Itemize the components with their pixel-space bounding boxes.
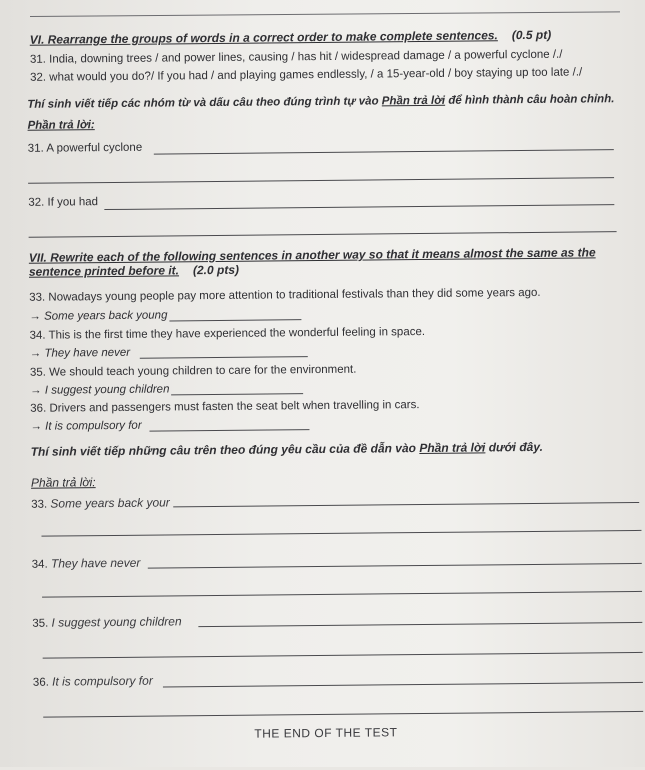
answer-33-number: 33. <box>31 498 48 511</box>
prompt-35-blank[interactable] <box>171 383 303 395</box>
answer-34 <box>32 556 141 571</box>
answer-35-text: I suggest young children <box>51 614 182 630</box>
instruction-text-end: để hình thành câu hoàn chỉnh. <box>445 93 615 107</box>
answer-35 <box>32 614 181 629</box>
section6-answer-label: Phần trả lời: <box>27 119 95 132</box>
instruction-text-end: dưới đây. <box>485 439 543 455</box>
section7-heading <box>29 245 596 264</box>
answer-31-prompt: 31. A powerful cyclone <box>27 141 143 155</box>
answer-34-text: They have never <box>50 555 141 571</box>
section7-instruction <box>31 440 543 459</box>
section7-answer-label: Phần trả lời: <box>30 475 96 490</box>
section7-heading-text: VII. Rewrite each of the following sentences in another way so that it means almost the same as the <box>28 245 596 265</box>
answer-section-link: Phần trả lời <box>419 440 486 456</box>
end-of-test: THE END OF THE TEST <box>254 725 398 741</box>
answer-36 <box>33 674 153 689</box>
prompt-36 <box>30 418 309 433</box>
question-34: 34. This is the first time they have experienced the wonderful feeling in space. <box>29 325 426 342</box>
answer-31-line-2[interactable] <box>28 177 614 184</box>
question-36: 36. Drivers and passengers must fasten the seat belt when travelling in cars. <box>30 399 420 415</box>
prompt-33 <box>29 308 301 323</box>
prompt-36-blank[interactable] <box>150 419 310 432</box>
answer-33-line-2[interactable] <box>41 530 641 537</box>
answer-32-line[interactable] <box>104 204 614 210</box>
question-31: 31. India, downing trees / and power lines, causing / has hit / widespread damage / a powerful cyclone /./ <box>29 48 563 66</box>
answer-36-line[interactable] <box>163 682 643 688</box>
prompt-35 <box>30 382 303 397</box>
answer-35-line[interactable] <box>198 622 642 627</box>
answer-31-line[interactable] <box>154 149 614 154</box>
prompt-35-text: → I suggest young children <box>30 383 170 397</box>
answer-32-prompt: 32. If you had <box>28 196 99 209</box>
section6-heading-text: VI. Rearrange the groups of words in a correct order to make complete sentences. <box>29 28 498 47</box>
section6-instruction <box>27 93 614 111</box>
answer-34-line[interactable] <box>148 563 642 569</box>
answer-36-text: It is compulsory for <box>52 673 153 689</box>
instruction-text: Thí sinh viết tiếp các nhóm từ và dấu câu theo đúng trình tự vào <box>27 95 382 111</box>
section7-heading-2 <box>29 263 239 279</box>
answer-33 <box>31 495 170 510</box>
section7-heading-text-2: sentence printed before it. <box>28 263 180 279</box>
answer-34-line-2[interactable] <box>42 591 642 598</box>
section6-points: (0.5 pt) <box>511 27 552 43</box>
question-32: 32. what would you do?/ If you had / and playing games endlessly, / a 15-year-old / boy staying up too late /./ <box>30 66 583 84</box>
answer-33-text: Some years back your <box>50 495 170 511</box>
prompt-33-text: → Some years back young <box>29 309 168 323</box>
section6-heading <box>30 28 552 47</box>
question-35: 35. We should teach young children to care for the environment. <box>29 363 357 379</box>
answer-36-number: 36. <box>32 676 49 689</box>
prompt-34-text: → They have never <box>29 346 131 360</box>
section7-points: (2.0 pts) <box>192 262 240 278</box>
answer-32-line-2[interactable] <box>29 231 617 238</box>
answer-35-line-2[interactable] <box>43 652 643 659</box>
prompt-36-text: → It is compulsory for <box>30 419 142 433</box>
prompt-34 <box>30 345 308 360</box>
question-33: 33. Nowadays young people pay more attention to traditional festivals than they did some years ago. <box>29 286 541 304</box>
answer-33-line[interactable] <box>173 502 639 507</box>
prompt-33-blank[interactable] <box>169 309 301 321</box>
prompt-34-blank[interactable] <box>140 346 308 359</box>
answer-36-line-2[interactable] <box>43 711 643 718</box>
answer-34-number: 34. <box>31 558 48 571</box>
answer-35-number: 35. <box>32 617 49 630</box>
instruction-text: Thí sinh viết tiếp những câu trên theo đúng yêu cầu của đề dẫn vào <box>30 441 420 459</box>
answer-section-link: Phần trả lời <box>381 94 446 108</box>
